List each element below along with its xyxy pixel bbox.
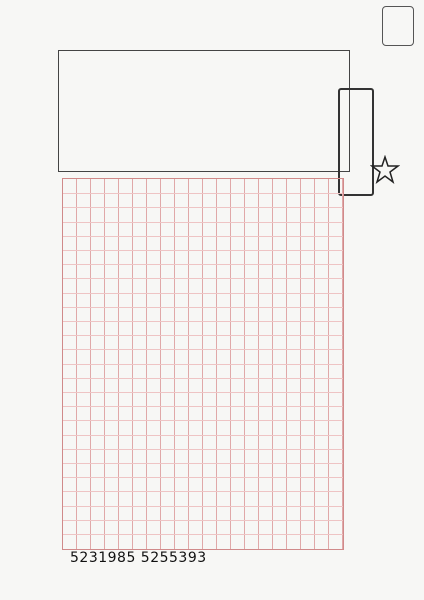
grid-row-line — [63, 463, 343, 464]
grid-row-line — [63, 534, 343, 535]
stamp-top-label — [364, 38, 422, 48]
comment-line-6 — [60, 100, 76, 164]
comment-line-1 — [148, 100, 164, 164]
comment-line-3 — [112, 100, 128, 164]
star-mascot-icon — [370, 155, 400, 185]
grid-row-line — [63, 392, 343, 393]
grid-row-line — [63, 222, 343, 223]
grid-row-line — [63, 364, 343, 365]
grid-row-line — [63, 435, 343, 436]
grid-row-line — [63, 321, 343, 322]
grid-row-line — [63, 520, 343, 521]
grid-row-line — [63, 335, 343, 336]
barcode-numbers: 5231985 5255393 — [70, 550, 207, 566]
grid-row-line — [63, 207, 343, 208]
grid-row-line — [63, 506, 343, 507]
grid-row-line — [63, 449, 343, 450]
comment-title — [196, 120, 212, 160]
comment-line-2 — [130, 100, 146, 164]
grid-row-line — [63, 193, 343, 194]
grid-row-line — [63, 250, 343, 251]
grid-row-line — [63, 293, 343, 294]
comment-line-5 — [76, 100, 92, 164]
grid-row-line — [63, 378, 343, 379]
grid-row-line — [63, 349, 343, 350]
grid-row-line — [63, 264, 343, 265]
grid-row-line — [63, 420, 343, 421]
grid-row-line — [63, 491, 343, 492]
grid-row-line — [63, 406, 343, 407]
manuscript-grid — [62, 178, 344, 550]
comment-line-4 — [94, 100, 110, 164]
grid-row-line — [63, 236, 343, 237]
grid-row-line — [63, 307, 343, 308]
grid-row-line — [63, 477, 343, 478]
grid-row-line — [63, 278, 343, 279]
